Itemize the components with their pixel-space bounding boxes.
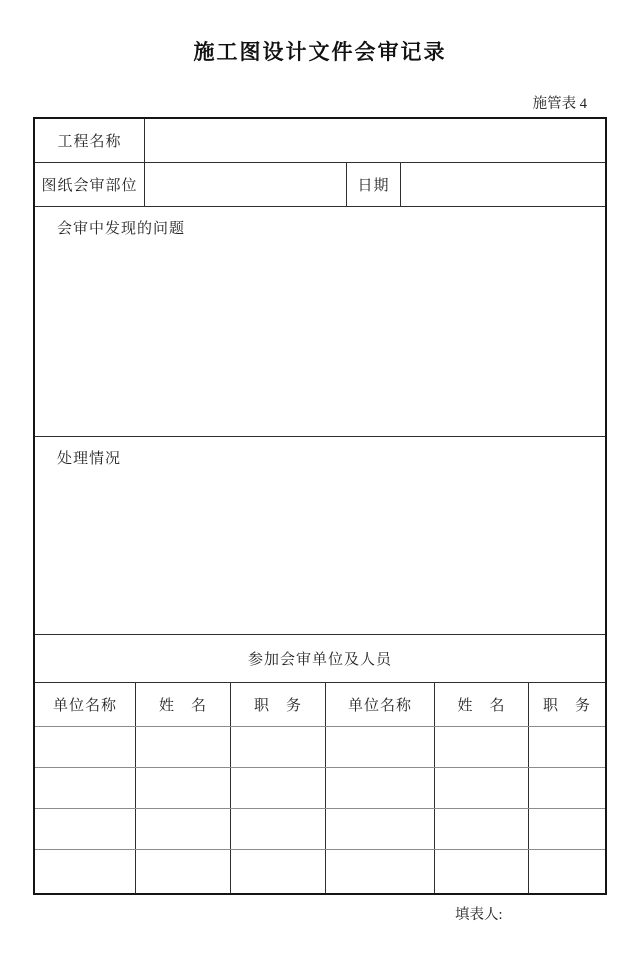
- participants-title-cell: [35, 635, 605, 682]
- participant-cell[interactable]: [325, 809, 434, 849]
- problems-field[interactable]: [35, 207, 605, 436]
- participant-cell[interactable]: [230, 727, 325, 767]
- project-name-row: [35, 119, 605, 162]
- handling-field[interactable]: [35, 437, 605, 634]
- problems-label: 会审中发现的问题: [57, 221, 186, 237]
- participant-cell[interactable]: [135, 850, 230, 893]
- participant-cell[interactable]: [35, 850, 135, 893]
- review-section-field[interactable]: [144, 163, 346, 206]
- project-name-label: 工程名称: [57, 134, 122, 150]
- column-header-person-name-2: [434, 683, 528, 726]
- date-label-cell: [346, 163, 400, 206]
- review-section-row: [35, 162, 605, 206]
- form-filler-label: 填表人:: [455, 907, 503, 923]
- participant-cell[interactable]: [434, 809, 528, 849]
- column-header-label: 姓 名: [158, 698, 207, 714]
- participant-cell[interactable]: [434, 850, 528, 893]
- participant-cell[interactable]: [230, 809, 325, 849]
- column-header-person-name-1: [135, 683, 230, 726]
- participant-cell[interactable]: [325, 768, 434, 808]
- participant-cell[interactable]: [528, 850, 605, 893]
- column-header-unit-name-1: [35, 683, 135, 726]
- column-header-label: 单位名称: [52, 698, 117, 714]
- participant-cell[interactable]: [135, 727, 230, 767]
- participant-cell[interactable]: [528, 809, 605, 849]
- participant-row: [35, 849, 605, 893]
- date-label: 日期: [357, 178, 390, 194]
- review-section-label: 图纸会审部位: [41, 178, 138, 194]
- column-header-label: 姓 名: [457, 698, 506, 714]
- participant-row: [35, 726, 605, 767]
- participant-cell[interactable]: [35, 727, 135, 767]
- column-header-position-1: [230, 683, 325, 726]
- participants-header-row: [35, 682, 605, 726]
- column-header-label: 单位名称: [347, 698, 412, 714]
- project-name-label-cell: [35, 119, 144, 162]
- participants-grid: [35, 726, 605, 893]
- participant-cell[interactable]: [35, 809, 135, 849]
- participant-cell[interactable]: [528, 768, 605, 808]
- participant-cell[interactable]: [230, 768, 325, 808]
- review-section-label-cell: [35, 163, 144, 206]
- participant-cell[interactable]: [35, 768, 135, 808]
- column-header-label: 职 务: [253, 698, 302, 714]
- participant-cell[interactable]: [528, 727, 605, 767]
- participant-row: [35, 808, 605, 849]
- review-form-table: [33, 117, 607, 895]
- participants-title-row: [35, 634, 605, 682]
- project-name-field[interactable]: [144, 119, 605, 162]
- form-code-label: 施管表 4: [532, 96, 587, 112]
- date-field[interactable]: [400, 163, 605, 206]
- participant-cell[interactable]: [434, 727, 528, 767]
- participant-cell[interactable]: [325, 850, 434, 893]
- participant-cell[interactable]: [135, 809, 230, 849]
- participant-cell[interactable]: [325, 727, 434, 767]
- participant-cell[interactable]: [135, 768, 230, 808]
- participant-cell[interactable]: [230, 850, 325, 893]
- participant-row: [35, 767, 605, 808]
- participant-cell[interactable]: [434, 768, 528, 808]
- column-header-position-2: [528, 683, 605, 726]
- problems-row: [35, 206, 605, 436]
- handling-label: 处理情况: [57, 451, 122, 467]
- column-header-label: 职 务: [542, 698, 591, 714]
- page-title: 施工图设计文件会审记录: [193, 41, 447, 64]
- participants-section-title: 参加会审单位及人员: [247, 652, 392, 668]
- column-header-unit-name-2: [325, 683, 434, 726]
- handling-row: [35, 436, 605, 634]
